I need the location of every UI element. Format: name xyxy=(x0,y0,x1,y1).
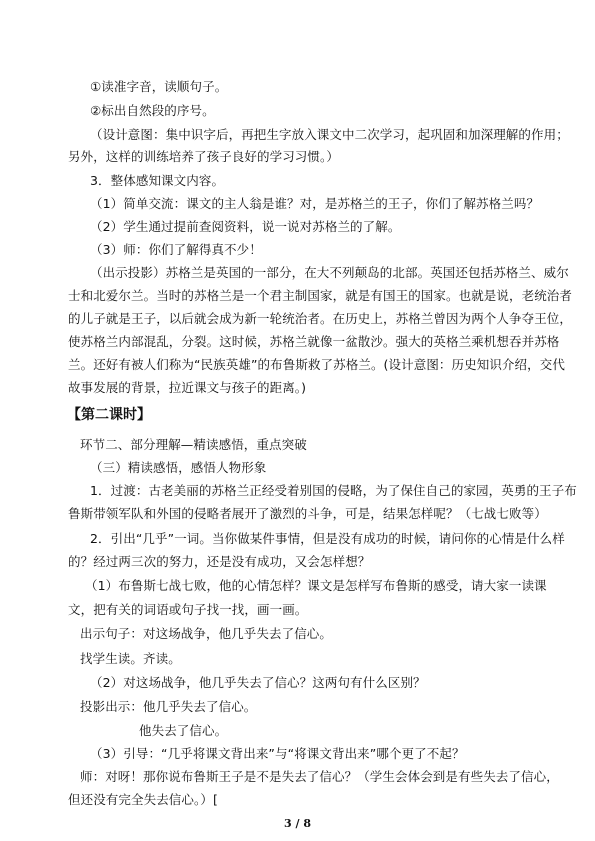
text-line: 环节二、部分理解—精读感悟，重点突破 xyxy=(80,437,307,452)
text-line: （3）师：你们了解得真不少！ xyxy=(90,242,262,257)
text-line: 投影出示：他几乎失去了信心。 xyxy=(80,699,257,714)
text-line: 他失去了信心。 xyxy=(139,723,228,738)
text-line: （设计意图：集中识字后，再把生字放入课文中二次学习，起巩固和加深理解的作用； xyxy=(90,127,569,142)
text-line: 师：对呀！那你说布鲁斯王子是不是失去了信心？（学生会体会到是有些失去了信心， xyxy=(80,769,559,784)
text-line: 士和北爱尔兰。当时的苏格兰是一个君主制国家，就是有国王的国家。也就是说，老统治者 xyxy=(68,288,573,303)
text-line: （2）学生通过提前查阅资料，说一说对苏格兰的了解。 xyxy=(90,219,401,234)
text-line: 故事发展的背景，拉近课文与孩子的距离。) xyxy=(68,380,307,395)
text-line: 使苏格兰内部混乱，分裂。这时候，苏格兰就像一盆散沙。强大的英格兰乘机想吞并苏格 xyxy=(68,334,560,349)
text-line: 鲁斯带领军队和外国的侵略者展开了激烈的斗争，可是，结果怎样呢？（七战七败等） xyxy=(68,506,547,521)
text-line: 另外，这样的训练培养了孩子良好的学习习惯。） xyxy=(68,149,339,164)
text-line: （1）布鲁斯七战七败，他的心情怎样？课文是怎样写布鲁斯的感受，请大家一读课 xyxy=(85,578,547,593)
text-line: ②标出自然段的序号。 xyxy=(90,103,215,118)
text-line: 兰。还好有被人们称为“民族英雄”的布鲁斯救了苏格兰。(设计意图：历史知识介绍，交代 xyxy=(68,357,565,372)
text-line: （2）对这场战争，他几乎失去了信心？这两句有什么区别？ xyxy=(90,675,426,690)
text-line: （出示投影）苏格兰是英国的一部分，在大不列颠岛的北部。英国还包括苏格兰、威尔 xyxy=(90,265,569,280)
section-heading: 【第二课时】 xyxy=(67,407,151,423)
text-line: 的？经过两三次的努力，还是没有成功，又会怎样想？ xyxy=(68,554,371,569)
text-line: 找学生读。齐读。 xyxy=(80,651,181,666)
page-number: 3 / 8 xyxy=(284,817,311,830)
text-line: （1）简单交流：课文的主人翁是谁？对，是苏格兰的王子，你们了解苏格兰吗？ xyxy=(90,196,540,211)
text-line: 出示句子：对这场战争，他几乎失去了信心。 xyxy=(80,626,333,641)
text-line: 3．整体感知课文内容。 xyxy=(90,173,225,188)
text-line: （三）精读感悟，感悟人物形象 xyxy=(90,460,267,475)
text-line: 1．过渡：古老美丽的苏格兰正经受着别国的侵略，为了保住自己的家园，英勇的王子布 xyxy=(90,483,577,498)
text-line: 的儿子就是王子，以后就会成为新一轮统治者。在历史上，苏格兰曾因为两个人争夺王位， xyxy=(68,311,573,326)
text-line: ①读准字音，读顺句子。 xyxy=(90,79,228,94)
text-line: （3）引导：“几乎将课文背出来”与“将课文背出来”哪个更了不起？ xyxy=(90,746,465,761)
text-line: 但还没有完全失去信心。）[ xyxy=(68,792,218,807)
text-line: 2．引出“几乎”一词。当你做某件事情，但是没有成功的时候，请问你的心情是什么样 xyxy=(90,531,565,546)
text-line: 文，把有关的词语或句子找一找，画一画。 xyxy=(68,602,308,617)
